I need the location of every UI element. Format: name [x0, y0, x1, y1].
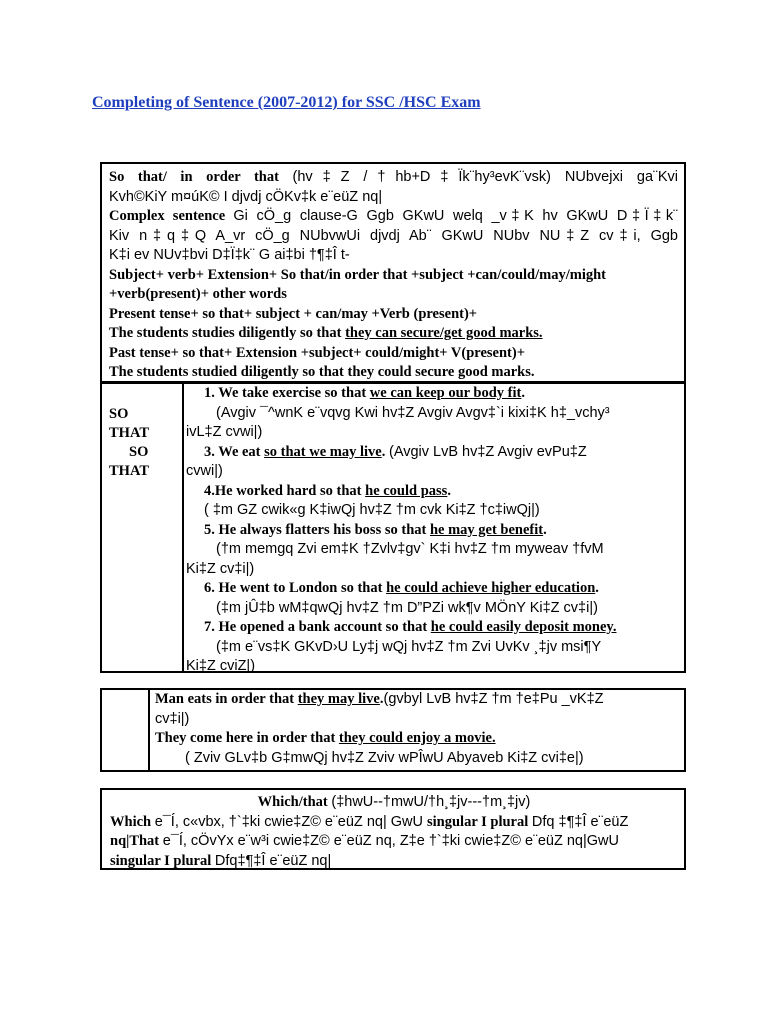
text-en: Which/that: [257, 794, 332, 810]
section-heading: [110, 793, 678, 813]
text-underlined: he may get benefit: [429, 521, 544, 538]
translation-line: Ki‡Z cv‡i|): [186, 560, 255, 577]
example-line: [155, 729, 680, 749]
translation-line: cvwi|): [186, 463, 223, 479]
which-that-box: [100, 788, 686, 870]
text-en: .: [543, 521, 547, 538]
explanation-box: [100, 162, 686, 384]
empty-column: [102, 690, 150, 770]
text-underlined: so that we may live: [264, 443, 382, 460]
text-en: 5. He always flatters his boss so that: [204, 521, 430, 538]
text-bn: Dfq ‡¶‡Î e¨eüZ: [531, 813, 629, 830]
translation-line: ( ‡m GZ cwik«g K‡iwQj hv‡Z †m cvk Ki‡Z †c‡iwQj|): [204, 502, 540, 518]
text-en: .: [381, 443, 389, 460]
text-en: The students studies diligently so that: [109, 325, 346, 341]
text-en: 3. We eat: [204, 443, 265, 460]
text-en: singular I plural: [427, 813, 532, 830]
text-underlined: they could enjoy a movie.: [338, 730, 496, 746]
example-line: [186, 384, 680, 404]
text-bn: (hv‡Z /†hb+D‡Ïk¨hy³evK¨vsk) NUbvejxi ga¨Kvi: [292, 169, 678, 185]
text-en: singular I plural: [110, 852, 215, 869]
text-underlined: he could achieve higher education: [386, 580, 596, 596]
text-en: Complex sentence: [109, 208, 234, 224]
example-line: [109, 324, 678, 344]
example-line: The students studied diligently so that they could secure good marks.: [109, 364, 535, 380]
text-underlined: they can secure/get good marks.: [345, 325, 543, 341]
in-order-that-box: [100, 688, 686, 772]
text-en: nq|That: [110, 833, 163, 849]
side-label: SO: [109, 406, 129, 422]
formula-line: Subject+ verb+ Extension+ So that/in order that +subject +can/could/may/might: [109, 266, 607, 283]
example-line: [155, 690, 680, 710]
text-line: Kiv n‡q‡Q A_vr cÖ_g NUbvwUi djvdj Ab¨ GKwU NUbv NU‡Z cv‡i, Ggb: [109, 227, 678, 244]
text-bn: Gi cÖ_g clause-G Ggb GKwU welq _v‡K hv GKwU D‡Ï‡k¨: [233, 208, 678, 224]
text-line: [109, 207, 678, 227]
text-en: 7. He opened a bank account so that: [204, 619, 431, 635]
translation-line: (Avgiv ¯^wnK e¨vqvg Kwi hv‡Z Avgiv Avgv‡`i kixi‡K h‡_vchy³: [216, 404, 610, 421]
translation-line: ivL‡Z cvwi|): [186, 424, 263, 440]
text-underlined: he could easily deposit money.: [430, 619, 617, 635]
page-title: Completing of Sentence (2007-2012) for SSC /HSC Exam: [92, 94, 481, 111]
example-line: [186, 482, 680, 502]
text-en: They come here in order that: [155, 730, 339, 746]
text-en: So that/ in order that: [109, 169, 293, 185]
translation-line: (‡m e¨vs‡K GKvD›U Ly‡j wQj hv‡Z †m Zvi UvKv ¸‡jv msi¶Y: [216, 638, 602, 655]
text-line: [110, 813, 678, 833]
text-line: [109, 168, 678, 188]
example-line: [186, 618, 680, 638]
translation-line: cv‡i|): [155, 710, 190, 727]
example-line: [186, 521, 680, 541]
formula-line: +verb(present)+ other words: [109, 286, 287, 302]
text-bn: e¯Í, c«vbx, †`‡ki cwie‡Z© e¨eüZ nq| GwU: [154, 813, 427, 830]
formula-line: Past tense+ so that+ Extension +subject+ could/might+ V(present)+: [109, 344, 525, 361]
example-line: [186, 579, 680, 599]
side-label: SO: [129, 444, 149, 460]
text-en: 1. We take exercise so that: [204, 385, 370, 401]
text-bn: Dfq‡¶‡Î e¨eüZ nq|: [214, 852, 332, 869]
text-underlined: they may live: [297, 691, 380, 707]
formula-line: Present tense+ so that+ subject + can/may +Verb (present)+: [109, 305, 478, 322]
text-en: .: [595, 580, 599, 596]
text-en: .: [521, 385, 525, 401]
text-en: Which: [110, 813, 155, 830]
text-bn: (‡hwU--†mwU/†h¸‡jv---†m¸‡jv): [331, 794, 531, 810]
side-label: THAT: [109, 425, 150, 441]
text-bn: e¯Í, cÖvYx e¨w³i cwie‡Z© e¨eüZ nq, Z‡e †`‡ki cwie‡Z© e¨eüZ nq|GwU: [162, 833, 619, 849]
text-en: .: [379, 691, 384, 707]
text-line: Kvh©KiY m¤úK© I djvdj cÖKv‡k e¨eüZ nq|: [109, 188, 383, 205]
text-underlined: he could pass: [365, 482, 448, 499]
translation-line: ( Zviv GLv‡b G‡mwQj hv‡Z Zviv wPÎwU Abyaveb Ki‡Z cvi‡e|): [185, 749, 584, 766]
translation-line: Ki‡Z cviZ|): [186, 658, 256, 674]
side-label-column: [102, 383, 184, 671]
translation-line: (†m memgq Zvi em‡K †Zvlv‡gv` K‡i hv‡Z †m myweav †fvM: [216, 541, 604, 557]
text-line: K‡i ev NUv‡bvi D‡Ï‡k¨ G ai‡bi †¶‡Î t-: [109, 247, 350, 263]
text-bn: (gvbyl LvB hv‡Z †m †e‡Pu _vK‡Z: [383, 691, 604, 707]
side-label: THAT: [109, 463, 150, 479]
text-underlined: we can keep our body fit: [369, 385, 522, 401]
text-en: Man eats in order that: [155, 691, 298, 707]
text-line: [110, 832, 678, 852]
text-en: 6. He went to London so that: [204, 580, 387, 596]
examples-box: [100, 381, 686, 673]
translation-line: (‡m jÛ‡b wM‡qwQj hv‡Z †m D”PZi wk¶v MÖnY Ki‡Z cv‡i|): [216, 599, 598, 616]
example-line: [186, 443, 680, 463]
text-line: [110, 852, 678, 872]
text-en: .: [447, 482, 451, 499]
text-en: 4.He worked hard so that: [204, 482, 366, 499]
text-bn: (Avgiv LvB hv‡Z Avgiv evPu‡Z: [388, 443, 587, 460]
